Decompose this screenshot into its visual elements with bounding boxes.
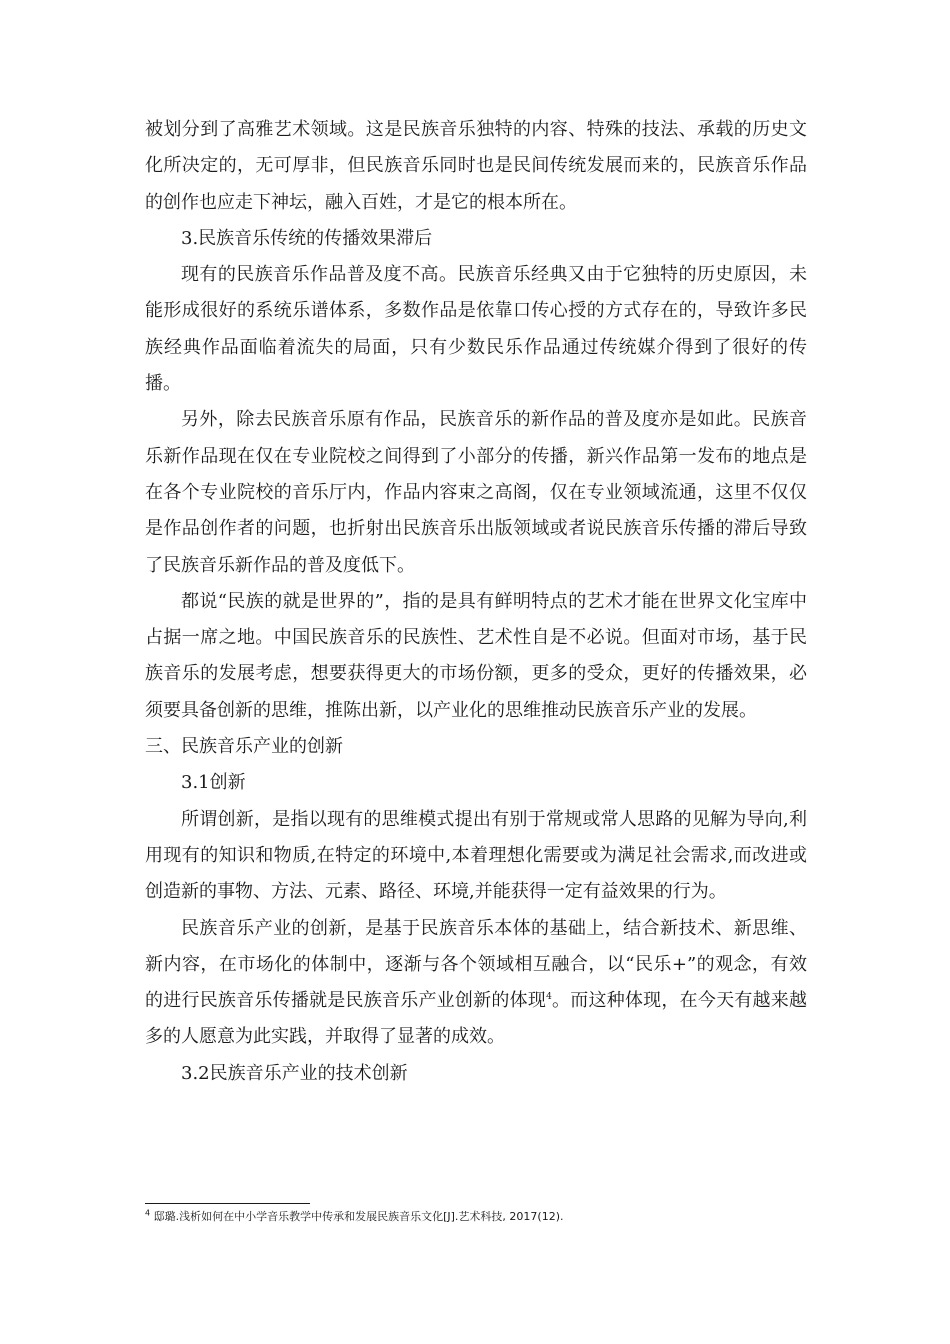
- footnote-separator: [145, 1203, 310, 1204]
- paragraph-new-works: 另外，除去民族音乐原有作品，民族音乐的新作品的普及度亦是如此。民族音乐新作品现在仅在专业院校之间得到了小部分的传播，新兴作品第一发布的地点是在各个专业院校的音乐厅内，作品内容束之高阁，仅在专业领域流通，这里不仅仅是作品创作者的问题，也折射出民族音乐出版领域或者说民族音乐传播的滞后导致了民族音乐新作品的普及度低下。: [145, 409, 807, 576]
- paragraph-text-before-ref: 民族音乐产业的创新，是基于民族音乐本体的基础上，结合新技术、新思维、新内容，在市场化的体制中，逐渐与各个领域相互融合，以“民乐+”的观念，有效的进行民族音乐传播就是民族音乐产业创新的体现: [145, 917, 807, 1012]
- paragraph-industry-innovation: [145, 911, 807, 1056]
- paragraph-world-culture: 都说“民族的就是世界的”，指的是具有鲜明特点的艺术才能在世界文化宝库中占据一席之地。中国民族音乐的民族性、艺术性自是不必说。但面对市场，基于民族音乐的发展考虑，想要获得更大的市场份额，更多的受众，更好的传播效果，必须要具备创新的思维，推陈出新，以产业化的思维推动民族音乐产业的发展。: [145, 590, 807, 721]
- paragraph-text-after-ref: 。而这种体现，在今天有越来越多的人愿意为此实践，并取得了显著的成效。: [145, 990, 808, 1048]
- subheading-transmission-lag: 3.民族音乐传统的传播效果滞后: [181, 227, 433, 249]
- paragraph-innovation-definition: 所谓创新，是指以现有的思维模式提出有别于常规或常人思路的见解为导向,利用现有的知识和物质,在特定的环境中,本着理想化需要或为满足社会需求,而改进或创造新的事物、方法、元素、路径、环境,并能获得一定有益效果的行为。: [145, 808, 807, 903]
- footnote-number: 4: [145, 1208, 151, 1218]
- footnote: [145, 1209, 807, 1225]
- subheading-innovation: 3.1创新: [181, 772, 246, 794]
- paragraph-continued: 被划分到了高雅艺术领域。这是民族音乐独特的内容、特殊的技法、承载的历史文化所决定的，无可厚非，但民族音乐同时也是民间传统发展而来的，民族音乐作品的创作也应走下神坛，融入百姓，才是它的根本所在。: [145, 119, 807, 213]
- section-heading-innovation: 三、民族音乐产业的创新: [145, 736, 343, 758]
- footnote-text: 邸璐.浅析如何在中小学音乐教学中传承和发展民族音乐文化[J].艺术科技, 2017(12).: [153, 1210, 564, 1223]
- subheading-tech-innovation: 3.2民族音乐产业的技术创新: [181, 1062, 408, 1084]
- document-body: [145, 112, 807, 1092]
- paragraph-popularity: 现有的民族音乐作品普及度不高。民族音乐经典又由于它独特的历史原因，未能形成很好的系统乐谱体系，多数作品是依靠口传心授的方式存在的，导致许多民族经典作品面临着流失的局面，只有少数民乐作品通过传统媒介得到了很好的传播。: [145, 264, 807, 395]
- footnote-reference[interactable]: 4: [546, 992, 552, 1003]
